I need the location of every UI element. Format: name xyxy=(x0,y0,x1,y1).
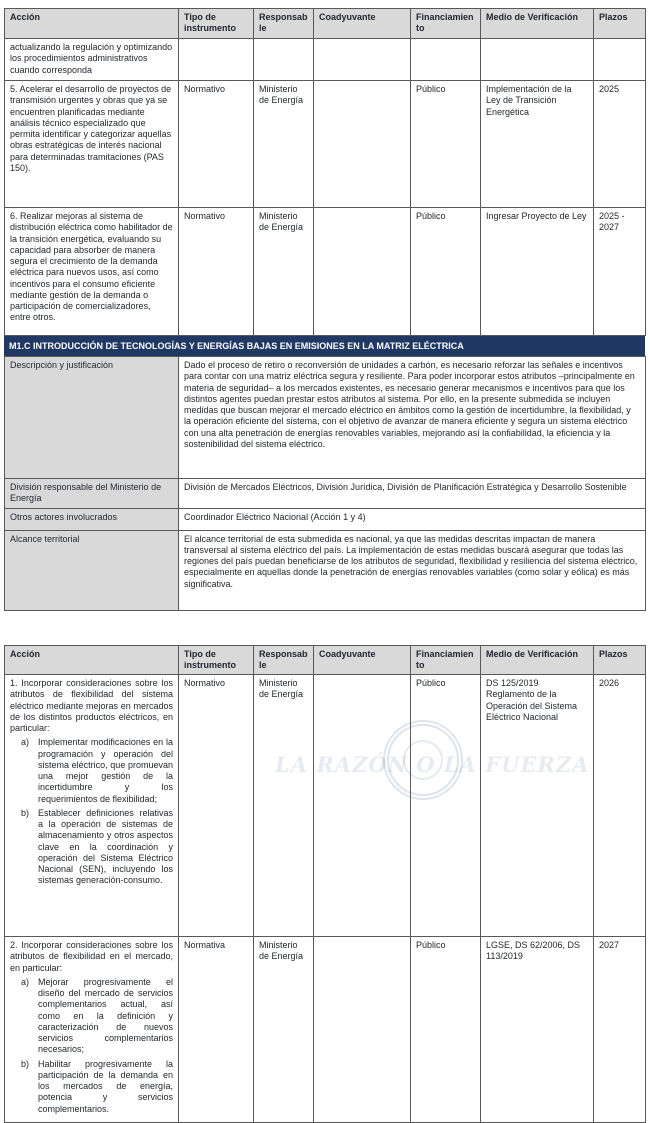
subitem-text: Establecer definiciones relativas a la operación de sistemas de almacenamiento y otros aspectos clave en la coordinación y operación del Sistema Eléctrico Nacional (SEN), incluyendo los sistemas generación-consumo. xyxy=(38,808,173,887)
responsable-cell xyxy=(254,39,314,81)
plazos-cell: 2026 xyxy=(594,675,646,937)
action-subitem xyxy=(10,977,173,1056)
info-label: Alcance territorial xyxy=(5,530,179,610)
subitem-text: Habilitar progresivamente la participación de la demanda en los mercados de energía, potencia y servicios complementarios. xyxy=(38,1059,173,1115)
tipo-cell: Normativa xyxy=(179,937,254,1123)
financiamiento-cell: Público xyxy=(411,208,481,336)
subitem-label: b) xyxy=(21,1059,38,1115)
col-header-accion: Acción xyxy=(5,645,179,675)
tipo-cell: Normativo xyxy=(179,81,254,208)
col-header-accion: Acción xyxy=(5,9,179,39)
table1-row-continuation xyxy=(5,39,646,81)
table2-row-2 xyxy=(5,937,646,1123)
financiamiento-cell: Público xyxy=(411,81,481,208)
table1-row-5 xyxy=(5,81,646,208)
action-intro: 2. Incorporar consideraciones sobre los atributos de flexibilidad en el mercado, en particular: xyxy=(10,940,173,974)
action-subitem xyxy=(10,737,173,805)
col-header-plazos: Plazos xyxy=(594,645,646,675)
medio-cell: Implementación de la Ley de Transición Energética xyxy=(481,81,594,208)
responsable-cell: Ministerio de Energía xyxy=(254,208,314,336)
col-header-coadyuvante: Coadyuvante xyxy=(314,645,411,675)
subitem-text: Implementar modificaciones en la programación y operación del sistema eléctrico, que promuevan una mejor gestión de la incertidumbre y los requerimientos de flexibilidad; xyxy=(38,737,173,805)
subitem-label: a) xyxy=(21,977,38,1056)
col-header-medio-verificacion: Medio de Verificación xyxy=(481,9,594,39)
responsable-cell: Ministerio de Energía xyxy=(254,81,314,208)
section-spacer xyxy=(4,611,645,645)
plazos-cell: 2025 xyxy=(594,81,646,208)
medio-cell: DS 125/2019 Reglamento de la Operación del Sistema Eléctrico Nacional xyxy=(481,675,594,937)
col-header-tipo-instrumento: Tipo de instrumento xyxy=(179,645,254,675)
info-content: Dado el proceso de retiro o reconversión de unidades a carbón, es necesario reforzar las señales e incentivos para contar con una matriz eléctrica segura y resiliente. Para poder incorporar estos atributos –principalmente en materia de seguridad– a los mercados existentes, es necesario generar mecanismos e incentivos para que los distintos agentes puedan prestar estos atributos al sistema. Por ello, en la presente submedida se incluyen medidas que buscan mejorar el mercado eléctrico en ámbitos como la gestión de incertidumbre, la flexibilidad, y la operación eficiente del sistema, con el objetivo de avanzar de manera eficiente y segura un sistema eléctrico con una alta penetración de energías renovables variables, mejorando así la confiabilidad, la eficiencia y la sostenibilidad del sistema eléctrico. xyxy=(179,357,646,479)
coadyuvante-cell xyxy=(314,81,411,208)
action-cell: 5. Acelerar el desarrollo de proyectos de transmisión urgentes y obras que ya se encuentren planificadas mediante análisis técnico especializado que permita identificar y categorizar aquellas obras estratégicas de interés nacional para determinadas tramitaciones (PAS 150). xyxy=(5,81,179,208)
responsable-cell: Ministerio de Energía xyxy=(254,937,314,1123)
info-row-alcance xyxy=(5,530,646,610)
coadyuvante-cell xyxy=(314,39,411,81)
tipo-cell: Normativo xyxy=(179,208,254,336)
table1-header-row xyxy=(5,9,646,39)
subitem-text: Mejorar progresivamente el diseño del mercado de servicios complementarios actual, así como en la definición y caracterización de nuevos servicios complementarios necesarios; xyxy=(38,977,173,1056)
subitem-label: b) xyxy=(21,808,38,887)
table2-header-row xyxy=(5,645,646,675)
col-header-tipo-instrumento: Tipo de instrumento xyxy=(179,9,254,39)
action-intro: 1. Incorporar consideraciones sobre los atributos de flexibilidad del sistema eléctrico mediante mejoras en mercados de los distintos productos eléctricos, en particular: xyxy=(10,678,173,734)
plazos-cell: 2025 - 2027 xyxy=(594,208,646,336)
action-table-1 xyxy=(4,8,646,336)
info-content: El alcance territorial de esta submedida es nacional, ya que las medidas descritas impactan de manera transversal al sistema eléctrico del país. La implementación de estas medidas buscará asegurar que todas las regiones del país puedan beneficiarse de los atributos de seguridad, flexibilidad y resiliencia del sistema eléctrico, especialmente en aquellas donde la penetración de energías renovables variables (como solar y eólica) es más significativa. xyxy=(179,530,646,610)
info-label: División responsable del Ministerio de Energía xyxy=(5,479,179,509)
action-cell xyxy=(5,675,179,937)
action-table-2 xyxy=(4,645,646,1123)
action-subitem xyxy=(10,1059,173,1115)
watermark-text: LA RAZÓN O LA FUERZA xyxy=(275,752,565,777)
info-row-division xyxy=(5,479,646,509)
col-header-financiamiento: Financiamiento xyxy=(411,645,481,675)
medio-cell: Ingresar Proyecto de Ley xyxy=(481,208,594,336)
coadyuvante-cell xyxy=(314,937,411,1123)
col-header-responsable: Responsable xyxy=(254,645,314,675)
plazos-cell xyxy=(594,39,646,81)
tipo-cell xyxy=(179,39,254,81)
info-content: División de Mercados Eléctricos, División Jurídica, División de Planificación Estratégica y Desarrollo Sostenible xyxy=(179,479,646,509)
action-cell: actualizando la regulación y optimizando los procedimientos administrativos cuando corresponda xyxy=(5,39,179,81)
info-label: Descripción y justificación xyxy=(5,357,179,479)
financiamiento-cell: Público xyxy=(411,675,481,937)
col-header-financiamiento: Financiamiento xyxy=(411,9,481,39)
coadyuvante-cell xyxy=(314,208,411,336)
tipo-cell: Normativo xyxy=(179,675,254,937)
subitem-label: a) xyxy=(21,737,38,805)
table2-row-1 xyxy=(5,675,646,937)
section-title-band: M1.C INTRODUCCIÓN DE TECNOLOGÍAS Y ENERGÍAS BAJAS EN EMISIONES EN LA MATRIZ ELÉCTRICA xyxy=(4,336,645,356)
col-header-plazos: Plazos xyxy=(594,9,646,39)
action-cell: 6. Realizar mejoras al sistema de distribución eléctrica como habilitador de la transición energética, evaluando su capacidad para absorber de manera segura el crecimiento de la demanda eléctrica para nuevos usos, así como incentivos para el consumo eficiente mediante gestión de la demanda o participación de comercializadores, entre otros. xyxy=(5,208,179,336)
info-label: Otros actores involucrados xyxy=(5,508,179,530)
info-row-descripcion xyxy=(5,357,646,479)
financiamiento-cell: Público xyxy=(411,937,481,1123)
medio-cell xyxy=(481,39,594,81)
medio-cell: LGSE, DS 62/2006, DS 113/2019 xyxy=(481,937,594,1123)
col-header-coadyuvante: Coadyuvante xyxy=(314,9,411,39)
financiamiento-cell xyxy=(411,39,481,81)
table1-row-6 xyxy=(5,208,646,336)
responsable-cell: Ministerio de Energía xyxy=(254,675,314,937)
col-header-medio-verificacion: Medio de Verificación xyxy=(481,645,594,675)
info-table xyxy=(4,356,646,611)
action-cell xyxy=(5,937,179,1123)
document-page xyxy=(4,8,645,1123)
info-row-otros-actores xyxy=(5,508,646,530)
plazos-cell: 2027 xyxy=(594,937,646,1123)
col-header-responsable: Responsable xyxy=(254,9,314,39)
action-subitem xyxy=(10,808,173,887)
coadyuvante-cell xyxy=(314,675,411,937)
info-content: Coordinador Eléctrico Nacional (Acción 1 y 4) xyxy=(179,508,646,530)
